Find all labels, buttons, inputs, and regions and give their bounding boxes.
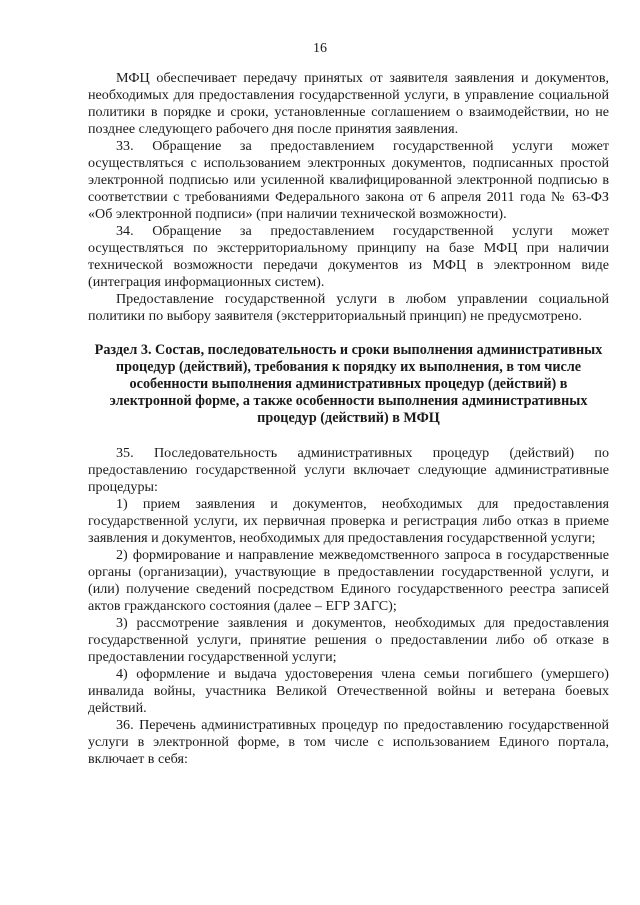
paragraph-exterritorial: Предоставление государственной услуги в любом управлении социальной политики по выбору заявителя (экстерриториальный принцип) не предусмотрено. <box>88 291 609 324</box>
paragraph-mfc-transfer: МФЦ обеспечивает передачу принятых от заявителя заявления и документов, необходимых для предоставления государственной услуги, в управление социальной политики в порядке и сроки, установленные соглашением о взаимодействии, но не позднее следующего рабочего дня после принятия заявления. <box>88 70 609 137</box>
list-item-1: 1) прием заявления и документов, необходимых для предоставления государственной услуги, их первичная проверка и регистрация либо отказ в приеме заявления и документов, необходимых для предоставления государственной услуги; <box>88 496 609 546</box>
paragraph-36: 36. Перечень административных процедур по предоставлению государственной услуги в электронной форме, в том числе с использованием Единого портала, включает в себя: <box>88 717 609 767</box>
section-3-heading: Раздел 3. Состав, последовательность и сроки выполнения административных процедур (действий), требования к порядку их выполнения, в том числе особенности выполнения административных процедур (действий) в электронной форме, а также особенности выполнения административных процедур (действий) в МФЦ <box>94 342 603 426</box>
list-item-3: 3) рассмотрение заявления и документов, необходимых для предоставления государственной услуги, принятие решения о предоставлении либо об отказе в предоставлении государственной услуги; <box>88 615 609 665</box>
paragraph-33: 33. Обращение за предоставлением государственной услуги может осуществляться с использованием электронных документов, подписанных простой электронной подписью или усиленной квалифицированной электронной подписью в соответствии с требованиями Федерального закона от 6 апреля 2011 года № 63-ФЗ «Об электронной подписи» (при наличии технической возможности). <box>88 138 609 222</box>
paragraph-35: 35. Последовательность административных процедур (действий) по предоставлению государственной услуги включает следующие административные процедуры: <box>88 445 609 495</box>
paragraph-34: 34. Обращение за предоставлением государственной услуги может осуществляться по экстерриториальному принципу на базе МФЦ при наличии технической возможности передачи документов из МФЦ в электронном виде (интеграция информационных систем). <box>88 223 609 290</box>
document-body <box>88 70 609 768</box>
page-number: 16 <box>313 41 327 56</box>
list-item-2: 2) формирование и направление межведомственного запроса в государственные органы (организации), участвующие в предоставлении государственной услуги, и (или) получение сведений посредством Единого государственного реестра записей актов гражданского состояния (далее – ЕГР ЗАГС); <box>88 547 609 614</box>
list-item-4: 4) оформление и выдача удостоверения члена семьи погибшего (умершего) инвалида войны, участника Великой Отечественной войны и ветерана боевых действий. <box>88 666 609 716</box>
